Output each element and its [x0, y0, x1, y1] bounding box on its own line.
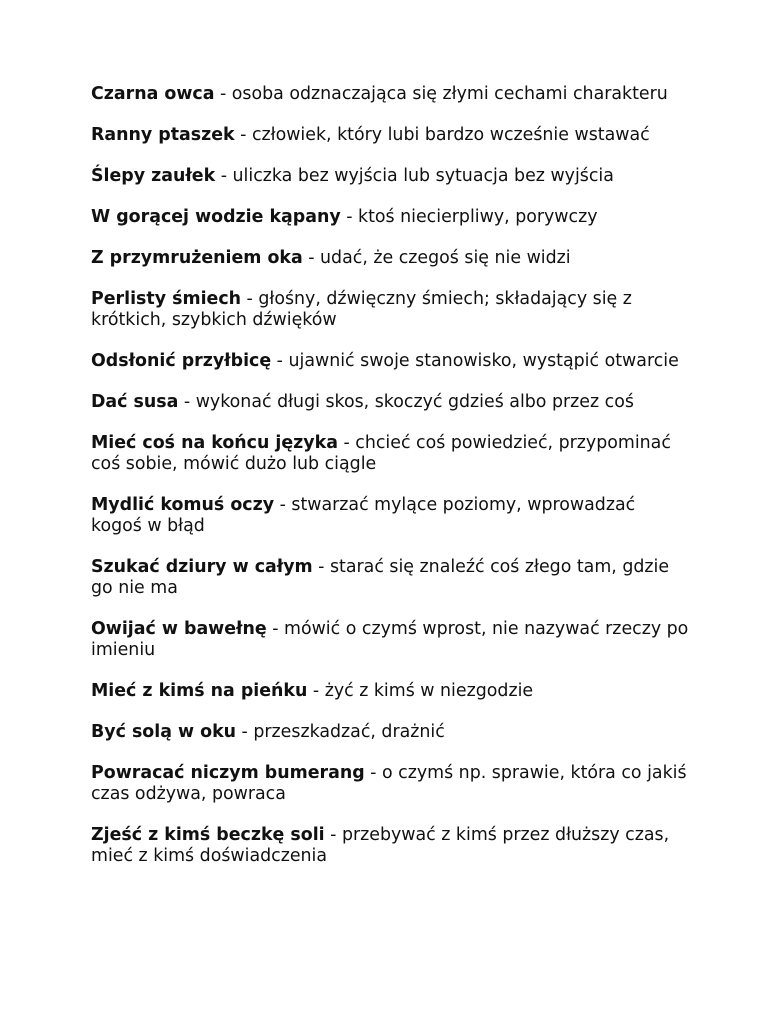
idiom-definition: - wykonać długi skos, skoczyć gdzieś albo przez coś: [178, 392, 634, 412]
idiom-term: Mieć z kimś na pieńku: [91, 681, 308, 701]
idiom-entry: [91, 763, 691, 805]
idiom-entry: [91, 125, 691, 146]
idiom-definition: - udać, że czegoś się nie widzi: [302, 248, 571, 268]
idiom-entry: [91, 392, 691, 413]
idiom-entry: [91, 289, 691, 331]
idiom-definition: - człowiek, który lubi bardzo wcześnie wstawać: [234, 125, 650, 145]
idiom-term: Być solą w oku: [91, 722, 237, 742]
idiom-term: Mydlić komuś oczy: [91, 495, 275, 515]
idiom-term: Owijać w bawełnę: [91, 619, 267, 639]
idiom-entry: [91, 166, 691, 187]
idiom-entry: [91, 825, 691, 867]
idiom-term: Mieć coś na końcu języka: [91, 433, 338, 453]
idiom-term: Z przymrużeniem oka: [91, 248, 303, 268]
idiom-definition: - chcieć coś powiedzieć, przypominać coś sobie, mówić dużo lub ciągle: [91, 433, 671, 474]
idiom-definition: - uliczka bez wyjścia lub sytuacja bez wyjścia: [215, 166, 614, 186]
idiom-term: Dać susa: [91, 392, 179, 412]
idiom-definition: - osoba odznaczająca się złymi cechami charakteru: [214, 84, 668, 104]
idiom-term: Odsłonić przyłbicę: [91, 351, 272, 371]
idiom-definition: - przeszkadzać, drażnić: [236, 722, 445, 742]
idiom-definition: - głośny, dźwięczny śmiech; składający się z krótkich, szybkich dźwięków: [91, 289, 632, 330]
idiom-term: Szukać dziury w całym: [91, 557, 313, 577]
idiom-term: Czarna owca: [91, 84, 215, 104]
idiom-entry: [91, 681, 691, 702]
idiom-definition: - o czymś np. sprawie, która co jakiś czas odżywa, powraca: [91, 763, 687, 804]
idiom-entry: [91, 557, 691, 599]
idiom-entry: [91, 495, 691, 537]
idiom-entry: [91, 722, 691, 743]
idiom-entry: [91, 248, 691, 269]
idiom-definition: - ktoś niecierpliwy, porywczy: [340, 207, 598, 227]
idiom-term: Ślepy zaułek: [91, 166, 216, 186]
idiom-definition: - mówić o czymś wprost, nie nazywać rzeczy po imieniu: [91, 619, 689, 660]
idiom-list: [91, 84, 691, 887]
idiom-term: Zjeść z kimś beczkę soli: [91, 825, 325, 845]
idiom-entry: [91, 433, 691, 475]
idiom-entry: [91, 84, 691, 105]
idiom-entry: [91, 619, 691, 661]
idiom-entry: [91, 351, 691, 372]
idiom-definition: - żyć z kimś w niezgodzie: [307, 681, 534, 701]
idiom-definition: - starać się znaleźć coś złego tam, gdzie go nie ma: [91, 557, 670, 598]
idiom-term: Perlisty śmiech: [91, 289, 242, 309]
idiom-entry: [91, 207, 691, 228]
idiom-term: W gorącej wodzie kąpany: [91, 207, 341, 227]
idiom-definition: - przebywać z kimś przez dłuższy czas, mieć z kimś doświadczenia: [91, 825, 670, 866]
idiom-term: Ranny ptaszek: [91, 125, 235, 145]
idiom-definition: - ujawnić swoje stanowisko, wystąpić otwarcie: [271, 351, 679, 371]
idiom-definition: - stwarzać mylące poziomy, wprowadzać kogoś w błąd: [91, 495, 636, 536]
idiom-term: Powracać niczym bumerang: [91, 763, 365, 783]
